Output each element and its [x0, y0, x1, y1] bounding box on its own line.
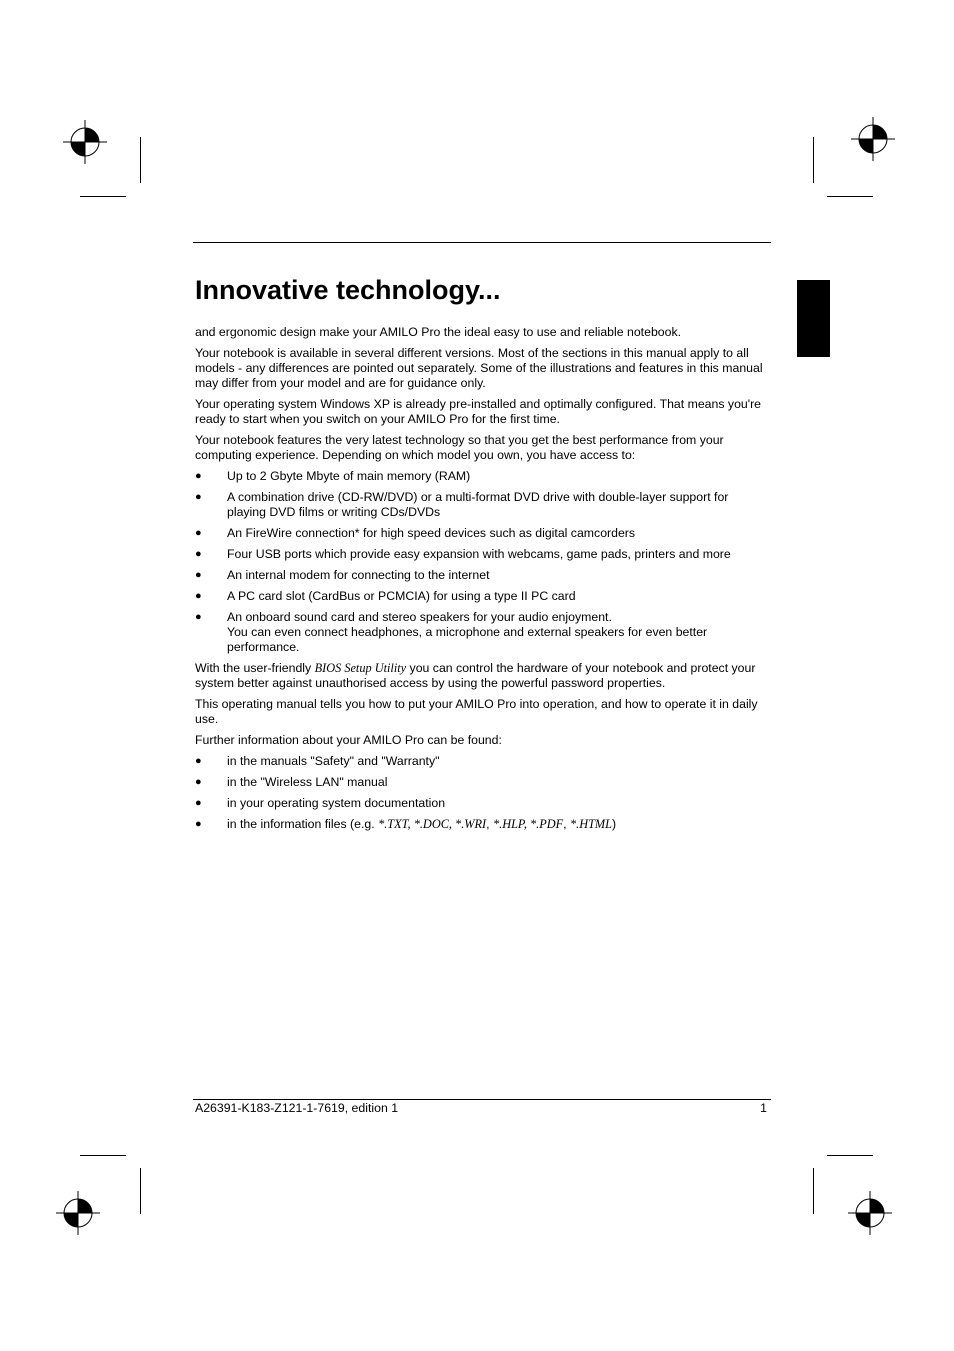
page-title: Innovative technology...	[195, 275, 501, 305]
crop-mark-line	[140, 137, 141, 183]
document-id: A26391-K183-Z121-1-7619, edition 1	[195, 1101, 399, 1115]
header-rule	[193, 242, 771, 243]
bullet-icon: ●	[195, 797, 202, 809]
footer-rule	[193, 1099, 771, 1100]
intro-paragraph: and ergonomic design make your AMILO Pro the ideal easy to use and reliable notebook.	[195, 325, 682, 339]
further-info-paragraph: Further information about your AMILO Pro can be found:	[195, 733, 502, 747]
feature-list	[195, 469, 765, 655]
list-item: ● in your operating system documentation	[195, 796, 446, 810]
file-extensions: *.HLP, *.PDF	[492, 817, 564, 831]
list-item: ● in the manuals "Safety" and "Warranty"	[195, 754, 440, 768]
list-item: ● An internal modem for connecting to the internet	[195, 568, 490, 582]
manual-paragraph: This operating manual tells you how to put your AMILO Pro into operation, and how to operate it in daily use.	[195, 697, 758, 726]
intro-paragraph: Your notebook is available in several different versions. Most of the sections in this manual apply to all models - any differences are pointed out separately. Some of the illustrations and features in this manual may differ from your model and are for guidance only.	[195, 346, 763, 390]
bullet-icon: ●	[195, 548, 202, 560]
bios-term: BIOS Setup Utility	[314, 661, 407, 675]
bullet-icon: ●	[195, 491, 202, 503]
intro-paragraph: Your notebook features the very latest technology so that you get the best performance from your computing experience. Depending on which model you own, you have access to:	[195, 433, 724, 462]
registration-mark-bottom-left	[56, 1191, 100, 1235]
bios-paragraph: With the user-friendly BIOS Setup Utility you can control the hardware of your notebook and protect your system better against unauthorised access by using the powerful password properties.	[195, 661, 756, 690]
crop-mark-line	[813, 137, 814, 183]
list-item: ● A PC card slot (CardBus or PCMCIA) for using a type II PC card	[195, 589, 576, 603]
bullet-icon: ●	[195, 776, 202, 788]
file-extensions: *.TXT, *.DOC, *.WRI	[378, 817, 487, 831]
registration-mark-top-right	[851, 117, 895, 161]
list-item: ● Four USB ports which provide easy expansion with webcams, game pads, printers and more	[195, 547, 731, 561]
file-extensions: *.HTML	[569, 817, 612, 831]
bullet-icon: ●	[195, 755, 202, 767]
bullet-icon: ●	[195, 611, 202, 623]
list-item: ● An onboard sound card and stereo speakers for your audio enjoyment. You can even connect headphones, a microphone and external speakers for even better performance.	[195, 610, 708, 654]
page-number: 1	[760, 1101, 767, 1115]
bullet-icon: ●	[195, 590, 202, 602]
bullet-icon: ●	[195, 818, 202, 830]
list-item: ● Up to 2 Gbyte Mbyte of main memory (RAM)	[195, 469, 471, 483]
crop-mark-line	[80, 196, 126, 197]
list-item: ● A combination drive (CD-RW/DVD) or a multi-format DVD drive with double-layer support for playing DVD films or writing CDs/DVDs	[195, 490, 729, 519]
intro-paragraph: Your operating system Windows XP is already pre-installed and optimally configured. That means you're ready to start when you switch on your AMILO Pro for the first time.	[195, 397, 762, 426]
bullet-icon: ●	[195, 470, 202, 482]
registration-mark-top-left	[63, 120, 107, 164]
crop-mark-line	[827, 196, 873, 197]
page-content	[195, 268, 765, 838]
bullet-icon: ●	[195, 527, 202, 539]
list-item: ● An FireWire connection* for high speed devices such as digital camcorders	[195, 526, 636, 540]
list-item: ● in the information files (e.g. *.TXT, *.DOC, *.WRI, *.HLP, *.PDF, *.HTML)	[195, 817, 617, 831]
crop-mark-line	[80, 1155, 126, 1156]
registration-mark-bottom-right	[848, 1191, 892, 1235]
bullet-icon: ●	[195, 569, 202, 581]
crop-mark-line	[140, 1168, 141, 1214]
chapter-thumb-tab	[797, 280, 830, 357]
page-footer	[195, 1101, 769, 1116]
list-item: ● in the "Wireless LAN" manual	[195, 775, 388, 789]
further-info-list	[195, 754, 765, 832]
crop-mark-line	[813, 1168, 814, 1214]
crop-mark-line	[827, 1155, 873, 1156]
